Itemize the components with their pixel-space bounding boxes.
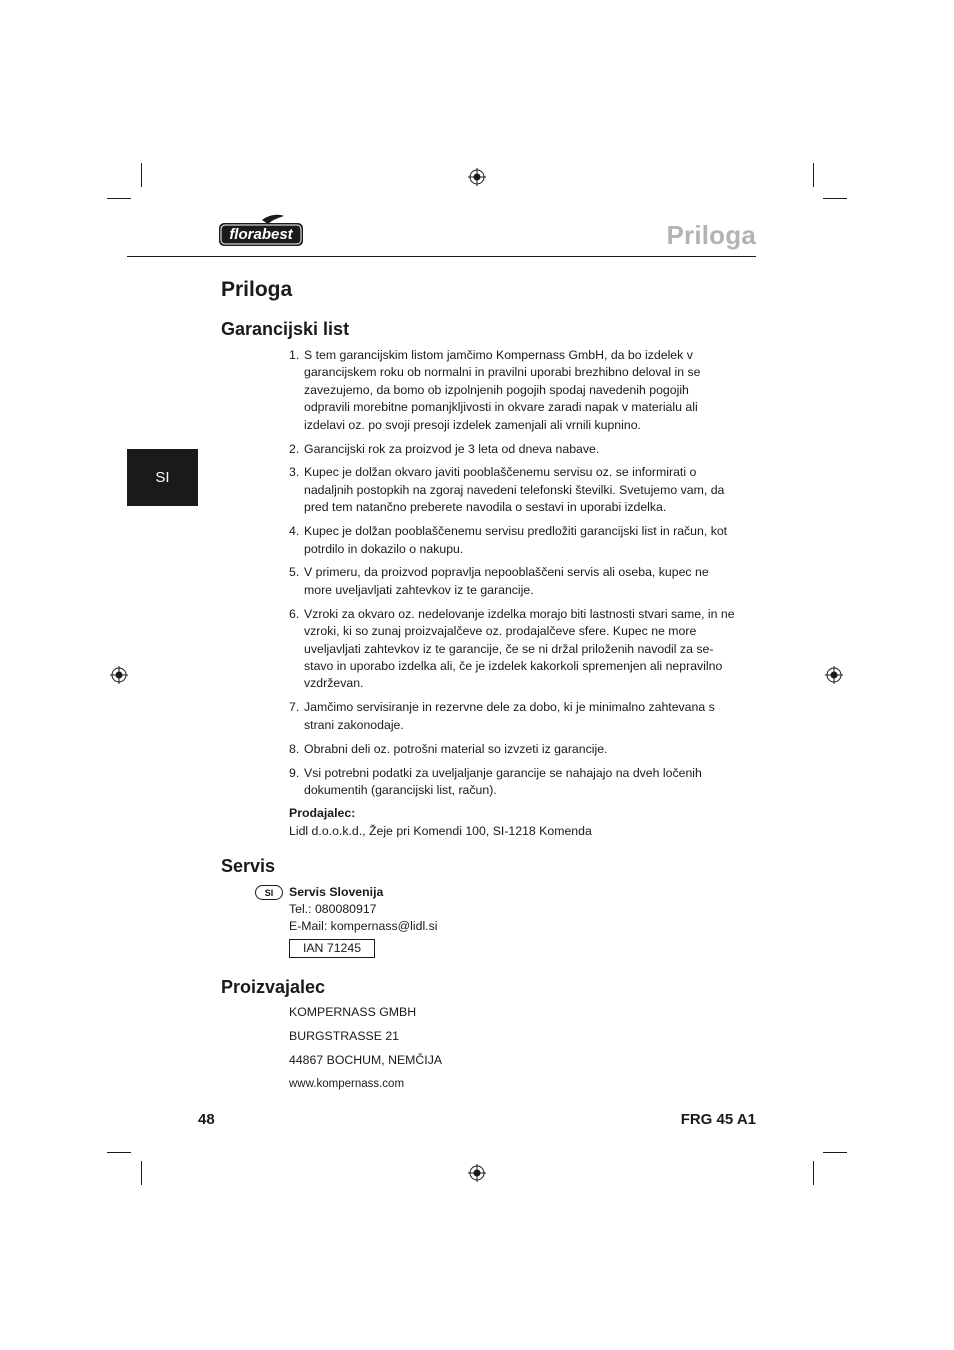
manufacturer-name: KOMPERNASS GMBH [289,1005,417,1019]
manufacturer-street: BURGSTRASSE 21 [289,1029,400,1043]
logo-text: florabest [229,226,293,243]
language-tab: SI [127,449,198,506]
page-title: Priloga [221,278,293,301]
country-badge: SI [255,885,283,900]
seller-address: Lidl d.o.o.k.d., Žeje pri Komendi 100, SI-1218 Komenda [289,824,592,838]
header-title: Priloga [666,220,756,250]
page-number: 48 [198,1111,215,1128]
registration-mark-icon [825,666,843,684]
list-item: 3. Kupec je dolžan okvaro javiti pooblaščenemu servisu oz. se informirati o nadaljnih postopkih na zgoraj navedeni telefonski številki. Svetujemo vam, da pred tem natančno preberete navodila o sestavi in uporabi izdelka. [289,465,725,515]
crop-mark [141,1161,142,1185]
manufacturer-heading: Proizvajalec [221,977,326,997]
seller-label: Prodajalec: [289,806,356,820]
header-divider [127,256,756,257]
manufacturer-website[interactable]: www.kompernass.com [289,1078,405,1090]
list-item: 6. Vzroki za okvaro oz. nedelovanje izdelka morajo biti lastnosti stvari same, in ne vzroki, ki so zunaj proizvajalčeve oz. prodajalčeve sfere. Kupec ne more uveljavljati zahtevkov iz te garancije, če se ni držal priloženih navodil za se-stavo in uporabo izdelka ali, če je izdelek kakorkoli spremenjen ali nepravilno vzdrževan. [289,606,735,691]
service-phone: Tel.: 080080917 [289,902,377,916]
model-number: FRG 45 A1 [680,1111,756,1128]
list-item: 1. S tem garancijskim listom jamčimo Kompernass GmbH, da bo izdelek v garancijskem roku ob normalni in pravilni uporabi brezhibno deloval in se zavezujemo, da bomo ob izpolnjenih pogojih spodaj navedenih pogojih odpravili morebitne pomanjkljivosti in okvare zaradi napak v materialu ali izdelavi oz. po svoji presoji izdelek zamenjali ali vrnili kupnino. [289,348,701,432]
list-item: 9. Vsi potrebni podatki za uveljaljanje garancije se nahajajo na dveh ločenih dokumentih (garancijski list, račun). [289,765,702,797]
list-item: 4. Kupec je dolžan pooblaščenemu servisu predložiti garancijski list in račun, kot potrdilo in dokazilo o nakupu. [289,524,728,556]
registration-mark-icon [468,168,486,186]
crop-mark [107,1152,131,1153]
crop-mark [823,198,847,199]
warranty-heading: Garancijski list [221,319,350,339]
warranty-list [285,347,735,806]
crop-mark [813,1161,814,1185]
service-heading: Servis [221,856,276,876]
registration-mark-icon [110,666,128,684]
list-item: 2. Garancijski rok za proizvod je 3 leta od dneva nabave. [289,441,600,456]
crop-mark [141,163,142,187]
list-item: 8. Obrabni deli oz. potrošni material so izvzeti iz garancije. [289,741,608,756]
service-email: E-Mail: kompernass@lidl.si [289,919,438,933]
list-item: 7. Jamčimo servisiranje in rezervne dele za dobo, ki je minimalno zahtevana s strani zakonodaje. [289,700,715,732]
list-item: 5. V primeru, da proizvod popravlja nepooblaščeni servis ali oseba, kupec ne more uveljavljati zahtevkov iz te garancije. [289,565,709,597]
ian-box: IAN 71245 [289,939,375,958]
service-name: Servis Slovenija [289,885,384,899]
manufacturer-city: 44867 BOCHUM, NEMČIJA [289,1053,443,1067]
crop-mark [823,1152,847,1153]
crop-mark [107,198,131,199]
registration-mark-icon [468,1164,486,1182]
florabest-logo [218,214,304,248]
crop-mark [813,163,814,187]
